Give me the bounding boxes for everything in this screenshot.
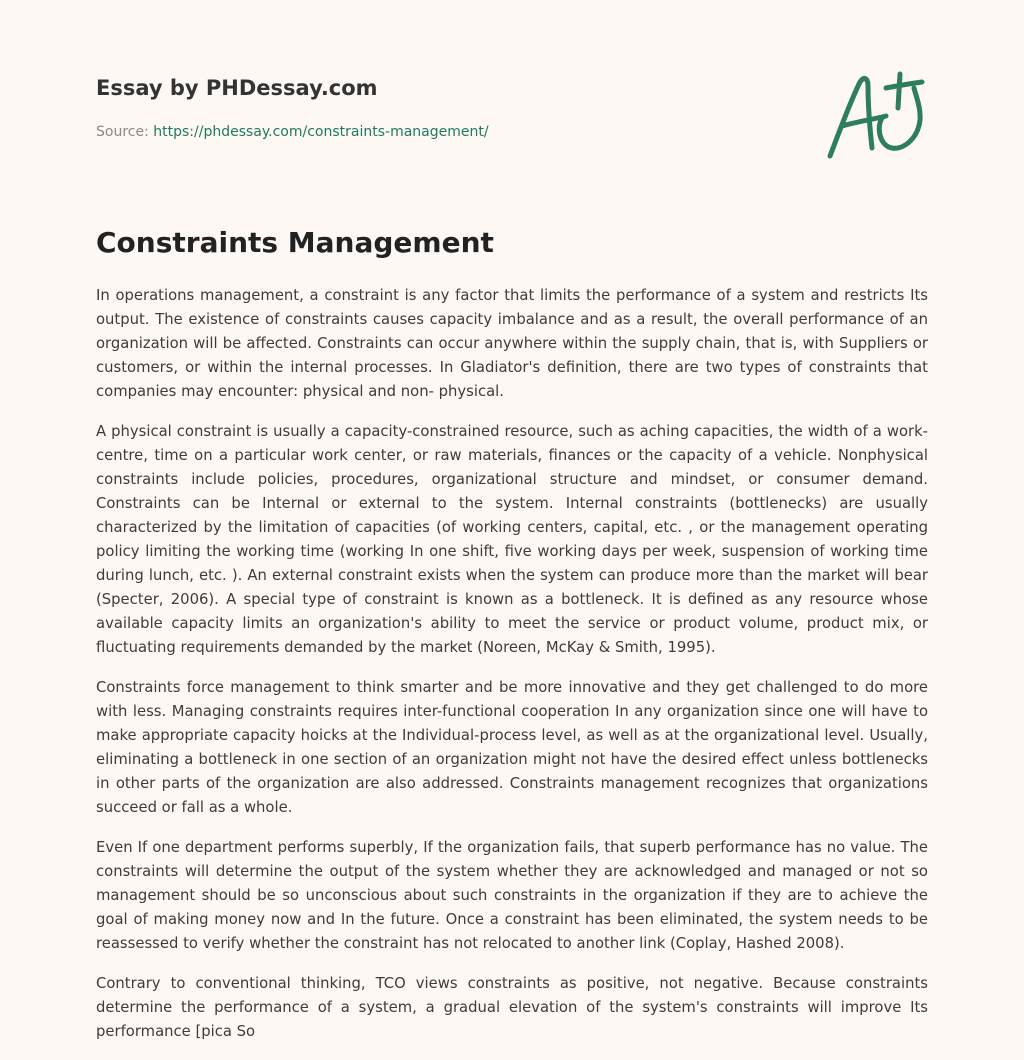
a-plus-logo-icon — [824, 68, 928, 164]
source-line — [96, 124, 489, 140]
essay-title: Constraints Management — [96, 226, 494, 259]
essay-paragraph: In operations management, a constraint is any factor that limits the performance of a system and restricts Its output. The existence of constraints causes capacity imbalance and as a result, the overall performance of an organization will be affected. Constraints can occur anywhere within the supply chain, that is, with Suppliers or customers, or within the internal processes. In Gladiator's definition, there are two types of constraints that companies may encounter: physical and non- physical. — [96, 287, 928, 400]
essay-paragraph: Contrary to conventional thinking, TCO views constraints as positive, not negative. Because constraints determine the performance of a system, a gradual elevation of the system's constraints will improve Its performance [pica So — [96, 975, 928, 1040]
essay-paragraph: Even If one department performs superbly, If the organization fails, that superb performance has no value. The constraints will determine the output of the system whether they are acknowledged and managed or not so management should be so unconscious about such constraints in the organization if they are to achieve the goal of making money now and In the future. Once a constraint has been eliminated, the system needs to be reassessed to verify whether the constraint has not relocated to another link (Coplay, Hashed 2008). — [96, 839, 928, 952]
essay-paragraph: Constraints force management to think smarter and be more innovative and they get challenged to do more with less. Managing constraints requires inter-functional cooperation In any organization since one will have to make appropriate capacity hoicks at the Individual-process level, as well as at the organizational level. Usually, eliminating a bottleneck in one section of an organization might not have the desired effect unless bottlenecks in other parts of the organization are also addressed. Constraints management recognizes that organizations succeed or fall as a whole. — [96, 679, 928, 816]
site-title: Essay by PHDessay.com — [96, 76, 378, 100]
source-link[interactable]: https://phdessay.com/constraints-management/ — [153, 124, 489, 140]
source-label: Source: — [96, 124, 149, 140]
essay-paragraph: A physical constraint is usually a capacity-constrained resource, such as aching capacities, the width of a work-centre, time on a particular work center, or raw materials, finances or the capacity of a vehicle. Nonphysical constraints include policies, procedures, organizational structure and mindset, or consumer demand. Constraints can be Internal or external to the system. Internal constraints (bottlenecks) are usually characterized by the limitation of capacities (of working centers, capital, etc. , or the management operating policy limiting the working time (working In one shift, five working days per week, suspension of working time during lunch, etc. ). An external constraint exists when the system can produce more than the market will bear (Specter, 2006). A special type of constraint is known as a bottleneck. It is defined as any resource whose available capacity limits an organization's ability to meet the service or product volume, product mix, or fluctuating requirements demanded by the market (Noreen, McKay & Smith, 1995). — [96, 423, 928, 656]
essay-body — [96, 284, 928, 1060]
